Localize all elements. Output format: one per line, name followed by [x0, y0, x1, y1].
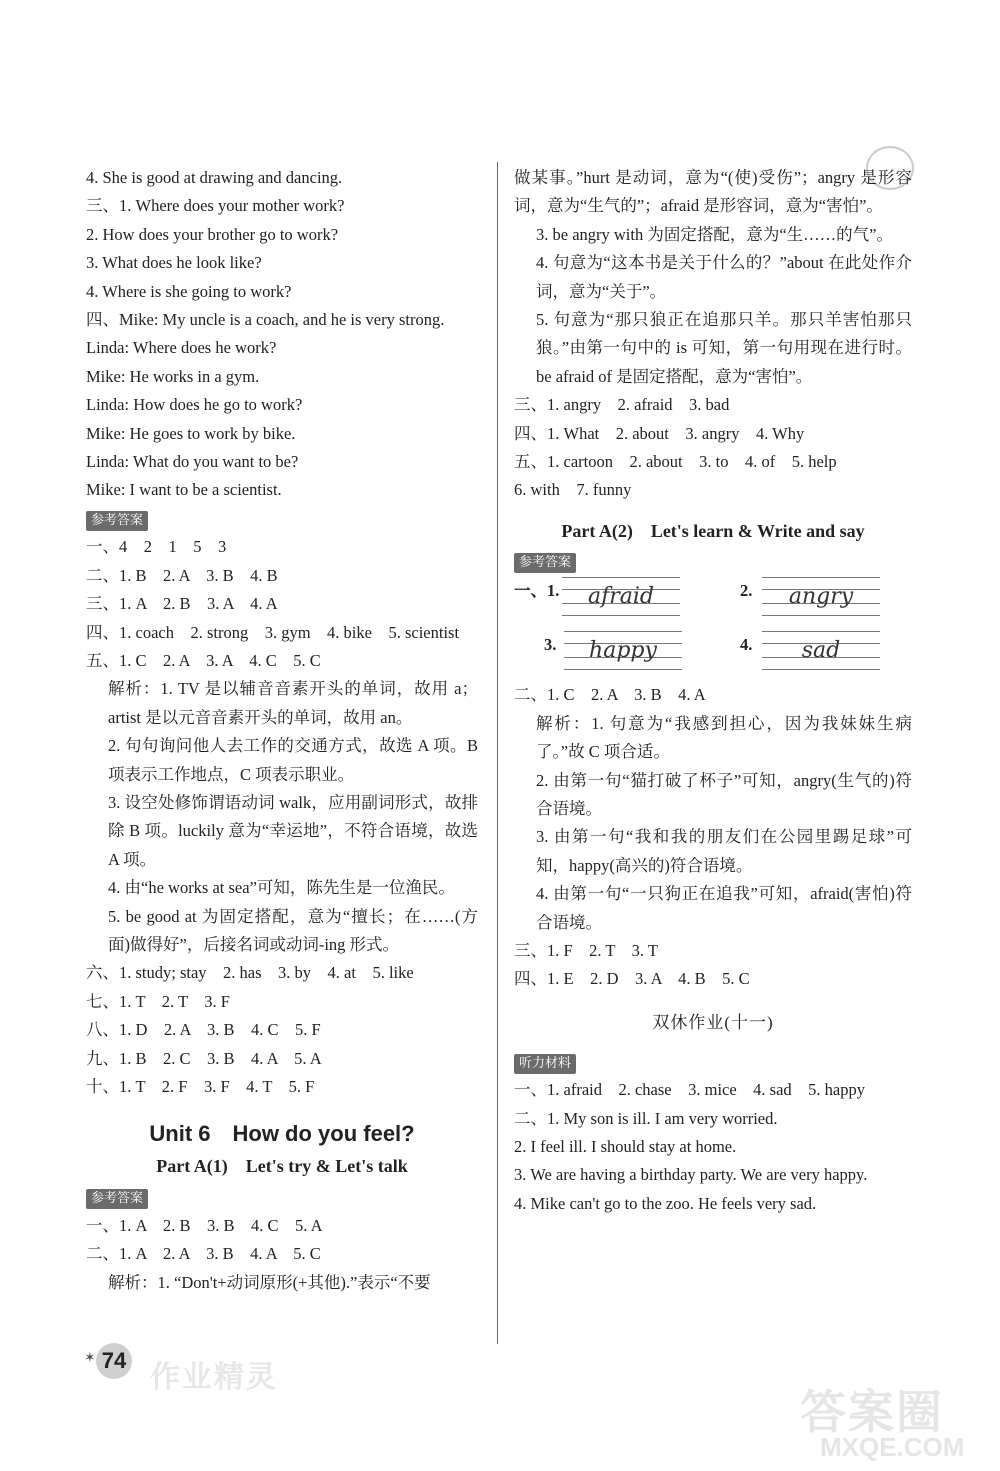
answer-line: 四、1. E 2. D 3. A 4. B 5. C	[514, 969, 750, 989]
explanation-paragraph: 5. 句意为“那只狼正在追那只羊。那只羊害怕那只狼。”由第一句中的 is 可知，第一句用现在进行时。be afraid of 是固定搭配，意为“害怕”。	[536, 310, 912, 386]
answer-line: 三、1. angry 2. afraid 3. bad	[514, 395, 730, 415]
answer-line: 五、1. cartoon 2. about 3. to 4. of 5. help	[514, 452, 837, 472]
item-number: 3.	[544, 635, 557, 655]
dialogue-line: Mike: He goes to work by bike.	[86, 423, 296, 443]
answer-line: 3. What does he look like?	[86, 253, 262, 273]
star-icon: ✶	[84, 1351, 96, 1366]
explanation-paragraph: 做某事。”hurt 是动词，意为“(使)受伤”；angry 是形容词，意为“生气的”；afraid 是形容词，意为“害怕”。	[514, 168, 912, 216]
explanation-paragraph: 3. 由第一句“我和我的朋友们在公园里踢足球”可知，happy(高兴的)符合语境。	[536, 827, 912, 875]
reference-answer-tag: 参考答案	[86, 511, 148, 531]
footer-watermark: 作业精灵	[150, 1361, 278, 1394]
answer-line: 一、1. A 2. B 3. B 4. C 5. A	[86, 1215, 323, 1235]
explanation-paragraph: 4. 由“he works at sea”可知，陈先生是一位渔民。	[108, 878, 455, 898]
handwritten-word: angry	[788, 584, 854, 610]
handwriting-box	[762, 577, 880, 617]
answer-line: 七、1. T 2. T 3. F	[86, 991, 230, 1011]
answer-line: 四、1. What 2. about 3. angry 4. Why	[514, 423, 805, 443]
answer-line: 二、1. C 2. A 3. B 4. A	[514, 685, 706, 705]
dialogue-line: Linda: How does he go to work?	[86, 395, 303, 415]
answer-line: 4. Mike can't go to the zoo. He feels very sad.	[514, 1193, 817, 1213]
right-column	[514, 164, 912, 1218]
answer-line: 五、1. C 2. A 3. A 4. C 5. C	[86, 650, 321, 670]
column-divider	[497, 162, 498, 1344]
reference-answer-tag: 参考答案	[86, 1189, 148, 1209]
unit-title: Unit 6 How do you feel?	[149, 1121, 415, 1147]
explanation-paragraph: 解析：1. TV 是以辅音音素开头的单词，故用 a；artist 是以元音音素开头的单词，故用 an。	[108, 679, 478, 727]
left-column	[86, 164, 478, 1297]
answer-line: 4. She is good at drawing and dancing.	[86, 168, 343, 187]
answer-line: 二、1. My son is ill. I am very worried.	[514, 1108, 778, 1128]
item-number: 2.	[740, 581, 753, 601]
answer-line: 4. Where is she going to work?	[86, 281, 292, 301]
explanation-paragraph: 解析：1. “Don't+动词原形(+其他).”表示“不要	[108, 1272, 431, 1292]
answer-line: 二、1. B 2. A 3. B 4. B	[86, 565, 278, 585]
explanation-paragraph: 3. be angry with 为固定搭配，意为“生……的气”。	[536, 224, 893, 244]
listening-material-tag: 听力材料	[514, 1054, 576, 1074]
answer-line: 六、1. study; stay 2. has 3. by 4. at 5. like	[86, 963, 414, 983]
dialogue-line: Linda: Where does he work?	[86, 338, 277, 358]
handwriting-box	[564, 631, 682, 671]
answer-line: 一、1. afraid 2. chase 3. mice 4. sad 5. happy	[514, 1080, 865, 1100]
handwriting-answers	[514, 575, 912, 681]
answer-line: 三、1. A 2. B 3. A 4. A	[86, 594, 278, 614]
answer-line: 三、1. Where does your mother work?	[86, 196, 345, 216]
explanation-paragraph: 4. 句意为“这本书是关于什么的？”about 在此处作介词，意为“关于”。	[536, 253, 912, 301]
explanation-paragraph: 2. 由第一句“猫打破了杯子”可知，angry(生气的)符合语境。	[536, 770, 912, 818]
handwritten-word: afraid	[587, 584, 654, 610]
answer-line: 十、1. T 2. F 3. F 4. T 5. F	[86, 1077, 315, 1096]
explanation-paragraph: 2. 句句询问他人去工作的交通方式，故选 A 项。B 项表示工作地点，C 项表示职业。	[108, 736, 478, 784]
page-number: 74	[96, 1343, 132, 1379]
answer-line: 二、1. A 2. A 3. B 4. A 5. C	[86, 1244, 321, 1264]
reference-answer-tag: 参考答案	[514, 553, 576, 573]
watermark-logo: 答案圈	[800, 1387, 944, 1438]
dialogue-line: Mike: He works in a gym.	[86, 366, 260, 386]
answer-line: 九、1. B 2. C 3. B 4. A 5. A	[86, 1048, 322, 1068]
dialogue-line: Linda: What do you want to be?	[86, 452, 299, 472]
explanation-paragraph: 5. be good at 为固定搭配，意为“擅长；在……(方面)做得好”，后接名词或动词-ing 形式。	[108, 906, 478, 954]
watermark-url: MXQE.COM	[820, 1432, 965, 1462]
dialogue-line: Mike: I want to be a scientist.	[86, 480, 282, 500]
handwritten-word: happy	[589, 638, 657, 664]
part-title: Part A(1) Let's try & Let's talk	[156, 1156, 408, 1177]
answer-line: 2. I feel ill. I should stay at home.	[514, 1136, 737, 1156]
handwriting-box	[562, 577, 680, 617]
item-number: 4.	[740, 635, 753, 655]
weekend-homework-title: 双休作业(十一)	[652, 1012, 774, 1032]
answer-line: 2. How does your brother go to work?	[86, 224, 339, 244]
answer-line: 三、1. F 2. T 3. T	[514, 940, 658, 960]
handwriting-box	[762, 631, 880, 671]
answer-line: 八、1. D 2. A 3. B 4. C 5. F	[86, 1020, 321, 1040]
explanation-paragraph: 解析：1. 句意为“我感到担心，因为我妹妹生病了。”故 C 项合适。	[536, 713, 912, 762]
explanation-paragraph: 4. 由第一句“一只狗正在追我”可知，afraid(害怕)符合语境。	[536, 884, 912, 932]
handwritten-word: sad	[801, 638, 841, 664]
part-title: Part A(2) Let's learn & Write and say	[561, 520, 865, 541]
answer-line: 四、1. coach 2. strong 3. gym 4. bike 5. scientist	[86, 622, 460, 642]
answer-line: 一、4 2 1 5 3	[86, 537, 227, 557]
explanation-paragraph: 3. 设空处修饰谓语动词 walk，应用副词形式，故排除 B 项。luckily 意为“幸运地”，不符合语境，故选 A 项。	[108, 792, 478, 869]
item-number: 一、1.	[514, 581, 560, 601]
dialogue-line: 四、Mike: My uncle is a coach, and he is very strong.	[86, 310, 445, 330]
answer-line: 6. with 7. funny	[514, 480, 632, 500]
answer-line: 3. We are having a birthday party. We are very happy.	[514, 1165, 868, 1185]
